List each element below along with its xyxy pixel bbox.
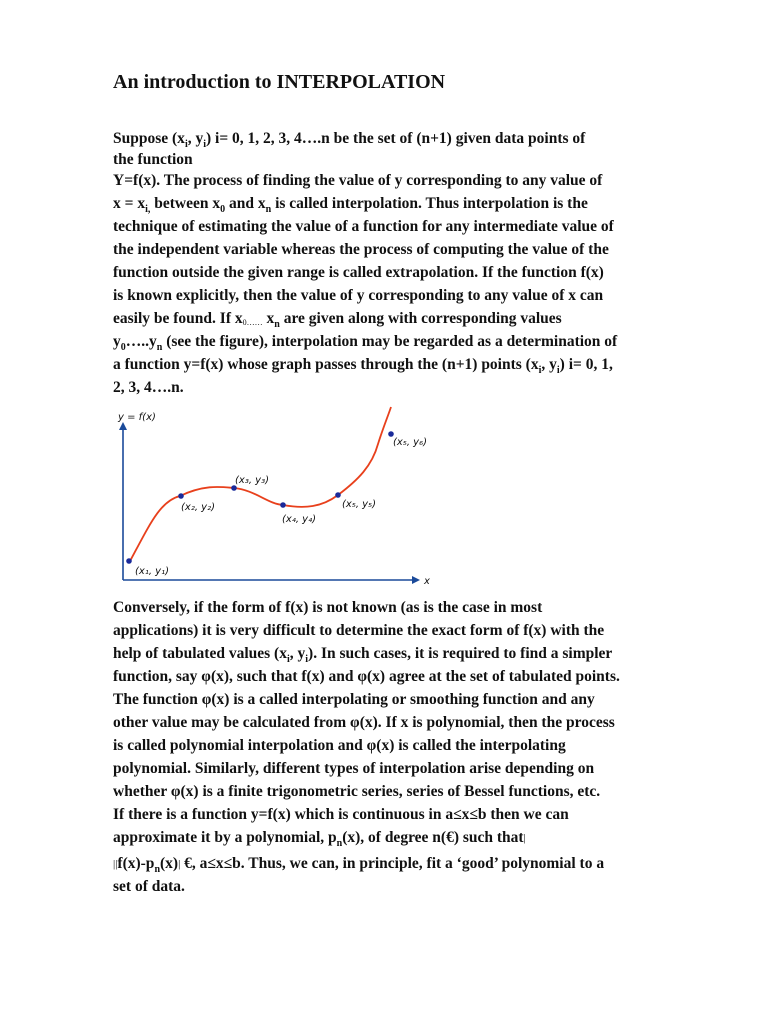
text-line: polynomial. Similarly, different types of interpolation arise depending on <box>113 760 595 777</box>
conclusion-paragraph <box>113 852 673 898</box>
point-label: (x₄, y₄) <box>282 514 317 525</box>
text-line: If there is a function y=f(x) which is continuous in a≤x≤b then we can <box>113 806 569 823</box>
intro-paragraph <box>113 127 673 399</box>
data-point <box>280 502 286 508</box>
data-point <box>231 485 237 491</box>
text-line: a function y=f(x) whose graph passes through the (n+1) points ($x_i$, $y_i$) i= 0, 1, <box>113 356 613 377</box>
data-point <box>178 493 184 499</box>
text-line: approximate it by a polynomial, $p_n(x)$, of degree n(€) such that| <box>113 829 526 850</box>
x-axis-label: x <box>424 576 430 587</box>
interpolation-figure <box>110 404 450 596</box>
text-line: whether φ(x) is a finite trigonometric series, series of Bessel functions, etc. <box>113 783 601 800</box>
text-line: technique of estimating the value of a function for any intermediate value of <box>113 218 614 235</box>
text-line: the independent variable whereas the process of computing the value of the <box>113 241 609 258</box>
text-line: help of tabulated values ($x_i$, $y_i$). In such cases, it is required to find a simpler <box>113 645 613 666</box>
point-label: (x₂, y₂) <box>181 502 216 513</box>
data-point <box>335 492 341 498</box>
text-line: Suppose ($x_i$, $y_i$) i= 0, 1, 2, 3, 4….n be the set of (n+1) given data points of <box>113 130 586 151</box>
text-line: applications) it is very difficult to determine the exact form of f(x) with the <box>113 622 605 639</box>
text-line: $y_0\dots..y_n$ (see the figure), interpolation may be regarded as a determination of <box>113 333 618 354</box>
text-line: function outside the given range is called extrapolation. If the function f(x) <box>113 264 604 281</box>
text-line: other value may be calculated from φ(x). If x is polynomial, then the process <box>113 714 615 731</box>
data-point <box>388 431 394 437</box>
text-line: set of data. <box>113 878 185 895</box>
text-line: Y=f(x). The process of finding the value of y corresponding to any value of <box>113 172 603 189</box>
text-line: Conversely, if the form of f(x) is not known (as is the case in most <box>113 599 543 616</box>
text-line: is called polynomial interpolation and φ(x) is called the interpolating <box>113 737 566 754</box>
interpolation-diagram <box>110 404 450 596</box>
point-label: (x₃, y₃) <box>235 475 270 486</box>
point-label: (x₁, y₁) <box>135 566 170 577</box>
data-point <box>126 558 132 564</box>
y-axis-label: y = f(x) <box>118 412 156 423</box>
point-label: (x₅, y₆) <box>393 437 428 448</box>
text-line: $x = x_{i,}$ between $x_0$ and $x_n$ is called interpolation. Thus interpolation is the <box>113 195 588 216</box>
text-line: is known explicitly, then the value of y corresponding to any value of x can <box>113 287 604 304</box>
page-title: An introduction to INTERPOLATION <box>113 71 446 93</box>
text-line: $||f(x)-p_n(x)|$ €, a≤x≤b. Thus, we can, in principle, fit a ‘good’ polynomial to a <box>113 855 605 876</box>
text-line: function, say φ(x), such that f(x) and φ(x) agree at the set of tabulated points. <box>113 668 620 685</box>
text-line: the function <box>113 151 193 168</box>
conversely-paragraph <box>113 596 673 849</box>
text-line: The function φ(x) is a called interpolating or smoothing function and any <box>113 691 595 708</box>
point-label: (x₅, y₅) <box>342 499 377 510</box>
text-line: easily be found. If x0…… $x_n$ are given along with corresponding values <box>113 310 562 331</box>
text-line: 2, 3, 4….n. <box>113 379 184 396</box>
